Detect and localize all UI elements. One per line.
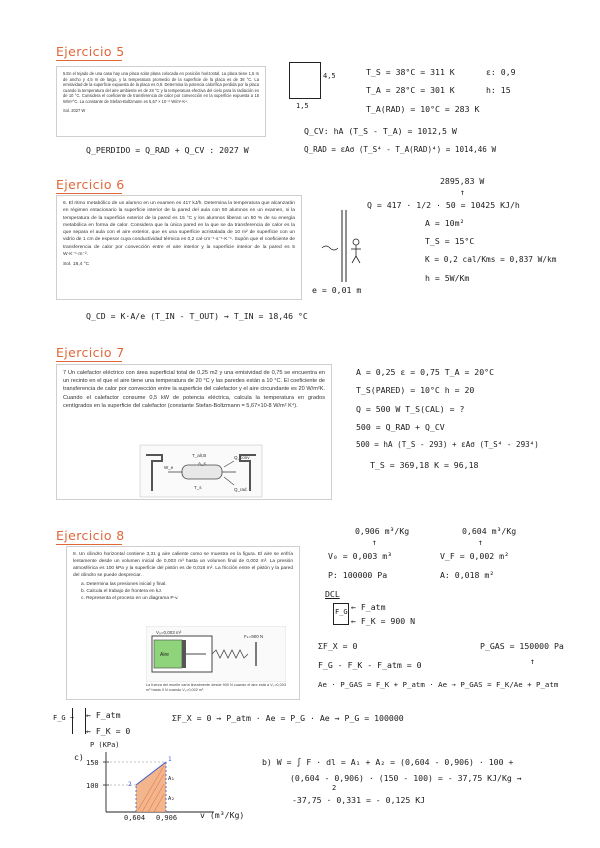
ex8-vf-spec: 0,604 m³/Kg [462, 526, 517, 536]
ex8-dcl2-fk-label: F_K = 0 [95, 726, 131, 736]
ex8-v0-spec: 0,906 m³/Kg [355, 526, 410, 536]
ex8-dcl-fg: F_G [335, 608, 348, 616]
ex8-pgas-arrow: ↑ [530, 656, 535, 666]
ex8-dcl-fk: ← F_K = 900 N [351, 616, 416, 626]
ex8-dcl2-fg: F_G ~ [53, 714, 75, 722]
ex7-line3: Q = 500 W T_S(CAL) = ? [356, 404, 465, 414]
pv-axis-label-p: P (KPa) [90, 741, 120, 749]
ex8-eq1: F_G - F_K - F_atm = 0 [318, 660, 422, 670]
cylinder-figure [146, 626, 286, 682]
pv-point-2: 2 [128, 781, 132, 788]
ex5-qrad: Q_RAD = εAσ (T_S⁴ - T_A(RAD)⁴) = 1014,46 W [304, 145, 497, 154]
ex8-vf: V_F = 0,002 m² [440, 551, 510, 561]
ex5-title: Ejercicio 5 [56, 44, 125, 59]
pv-y-100: 100 [86, 782, 99, 790]
ex8-dcl2-fatm-label: F_atm [95, 710, 121, 720]
ex7-statement: 7 Un calefactor eléctrico con área superficial total de 0,25 m2 y una emisividad de 0,75 se encuentra en un recinto en el que el aire tiene una temperatura de 20 °C y las paredes están a 10 °C. El coeficiente de transferencia de calor por convección entre la superficie del calefactor y el aire circundante es 20 W/m²K. Cuando el calefactor consume 0,5 kW de potencia eléctrica, calcula la temperatura en grados centígrados en la superficie del calefactor (constante Stefan-Boltzmann = 5,67×10-8 W/m² K⁴). [63, 370, 325, 409]
ex8-fig-caption: La fuerza del muelle varía linealmente desde 900 N cuando el aire está a V₀=0,003 m³ hasta 0 N cuando V₁=0,002 m³ [146, 683, 286, 692]
ex8-b-line2: (0,604 - 0,906) · (150 - 100) = - 37,75 KJ/Kg → [290, 773, 522, 783]
ex6-statement: 6. El ritmo metabólico de un alumno en un examen es 417 kJ/h. Determina la temperatura que alcanzarán en régimen estacionario la superficie interior de la pared del aula con 50 alumnos en un examen, si la temperatura de la superficie exterior de la pared es 15 °C y los alumnos liberan un 50 % de su energía metabólica en forma de calor. Considera que la única pared en la que se da transferencia de calor es la que separa el aula con el aire exterior, que es una superficie acristalada de 10 m² de superficie con un vidrio de 1 cm de espesor cuya conductividad térmica es 0,2 cal·cm⁻¹·s⁻¹·K⁻¹. Supón que el coeficiente de transferencia de calor por convección entre el aire interior y la superficie interior de la pared es 5 W·K⁻¹·m⁻². [63, 201, 295, 258]
ex8-p: P: 100000 Pa [328, 570, 388, 580]
ex8-v0: V₀ = 0,003 m³ [328, 551, 393, 561]
ex6-q: Q = 417 · 1/2 · 50 = 10425 KJ/h [367, 200, 520, 210]
ex8-v0-arrow: ↑ [372, 537, 377, 547]
ex7-line2: T_S(PARED) = 10°C h = 20 [356, 385, 475, 395]
ex8-item-c: c. Representa el proceso en un diagrama P-v. [81, 596, 179, 601]
ex5-dim-long: 4,5 [323, 72, 336, 80]
ex5-qcv: Q_CV: hA (T_S - T_A) = 1012,5 W [304, 126, 457, 136]
pv-x-axis-label: v (m³/Kg) [200, 810, 245, 820]
heater-figure [138, 443, 264, 499]
ex6-k: K = 0,2 cal/Kms = 0,837 W/km [425, 255, 557, 264]
ex8-fig-box: Aire [160, 652, 169, 658]
ex7-fig-label-ts: T_s [194, 485, 202, 490]
ex5-statement: 5.En el tejado de una casa hay una placa solar plana colocada en posición horizontal. La placa tiene 1,5 m de ancho y 4,5 m de largo, y la temperatura promedio de la superficie de la placa es de 38 °C. La emisividad de la superficie expuesta de la placa es 0,9. Determina la potencia calorífica perdida por la placa cuando la temperatura del aire ambiente es de 28 °C y la temperatura efectiva del cielo para la radiación es de 10 °C. Considera el coeficiente de transferencia de calor por convección en la superficie expuesta a 15 W/m²°C. La constante de Stefan-Boltzmann es 5,67 × 10⁻⁸ W/m²·K⁴. [63, 71, 259, 104]
ex8-statement: 8. Un cilindro horizontal contiene 3,31 g aire caliente como se muestra en la figura. El aire se enfría lentamente desde un volumen inicial de 0,003 m³ hasta un volumen final de 0,002 m³. La presión atmosférica es 100 kPa y la superficie del pistón es de 0,018 m². La fricción entre el pistón y la pared del cilindro se puede despreciar. [73, 552, 293, 578]
ex8-dcl2-block [72, 708, 86, 734]
ex7-title: Ejercicio 7 [56, 345, 125, 360]
ex8-dcl2-fatm: ← F_atm [86, 710, 121, 720]
ex8-dcl-fk-label: F_K = 900 N [360, 616, 416, 626]
ex5-ts: T_S = 38°C = 311 K [366, 67, 455, 77]
ex6-h: h = 5W/Km [425, 273, 470, 283]
ex5-title-underline [56, 60, 122, 61]
ex8-fig-right: Fₖ=900 N [244, 634, 264, 639]
ex8-sum: ΣF_X = 0 [318, 641, 358, 651]
ex8-dcl2-fk: ← F_K = 0 [86, 726, 131, 736]
pv-y-150: 150 [86, 759, 99, 767]
ex5-qtotal: Q_PERDIDO = Q_RAD + Q_CV : 2027 W [86, 145, 249, 155]
ex6-top: 2895,83 W [440, 176, 485, 186]
ex8-item-a: a. Determina las presiones inicial y final. [81, 582, 167, 587]
ex5-eps: ε: 0,9 [486, 67, 516, 77]
ex5-solution: Sol. 2027 W [63, 107, 86, 113]
ex5-dim-short: 1,5 [296, 102, 309, 110]
pv-x-0604: 0,604 [124, 814, 146, 822]
ex5-h: h: 15 [486, 85, 511, 95]
ex8-pgas: P_GAS = 150000 Pa [480, 641, 564, 651]
ex8-item-b: b. Calcula el trabajo de frontera en kJ. [81, 589, 163, 594]
ex7-line5: 500 = hA (T_S - 293) + εAσ (T_S⁴ - 293⁴) [356, 440, 539, 449]
ex8-eq2: Ae · P_GAS = F_K + P_atm · Ae → P_GAS = F_K/Ae + P_atm [318, 680, 559, 689]
ex8-b-line1: b) W = ∫ F · dl = A₁ + A₂ = (0,604 - 0,906) · 100 + [262, 757, 514, 767]
ex8-dcl-fatm-label: F_atm [360, 602, 386, 612]
ex6-top-arrow: ↑ [460, 187, 465, 197]
ex6-formula: Q_CD = K·A/e (T_IN - T_OUT) → T_IN = 18,46 °C [86, 311, 308, 321]
ex8-area: A: 0,018 m² [440, 570, 495, 580]
ex6-a: A = 10m² [425, 218, 465, 228]
ex6-ts: T_S = 15°C [425, 236, 475, 246]
ex7-fig-label-qconv: Q_conv [234, 455, 250, 460]
ex6-title: Ejercicio 6 [56, 177, 125, 192]
ex6-e: e = 0,01 m [312, 285, 362, 295]
solar-plate-sketch [289, 62, 321, 99]
ex8-title: Ejercicio 8 [56, 528, 125, 543]
ex8-sum2: ΣF_X = 0 → P_atm · Ae = P_G · Ae → P_G = 100000 [172, 713, 404, 723]
pv-area-a1: A₁ [168, 776, 175, 782]
ex8-dcl2-fg-label: F_G [53, 714, 66, 722]
ex5-trad: T_A(RAD) = 10°C = 283 K [366, 104, 480, 114]
ex6-statement-box [56, 195, 302, 300]
ex7-title-underline [56, 361, 122, 362]
ex7-fig-label-qrad: Q_rad [234, 487, 247, 492]
ex5-statement-box [56, 66, 266, 137]
pv-x-0906: 0,906 [156, 814, 178, 822]
ex8-vf-arrow: ↑ [478, 537, 483, 547]
ex6-solution: Sol. 18,4 °C [63, 262, 90, 268]
ex8-b-line2-den: 2 [332, 784, 337, 792]
pv-label-c: c) [74, 752, 84, 762]
ex8-b-line3: -37,75 · 0,331 = - 0,125 KJ [292, 795, 426, 805]
ex7-fig-label-talr: T_alr,B [192, 453, 207, 458]
ex7-line4: 500 = Q_RAD + Q_CV [356, 422, 445, 432]
ex8-dcl-fatm: ← F_atm [351, 602, 386, 612]
ex7-line1: A = 0,25 ε = 0,75 T_A = 20°C [356, 367, 495, 377]
ex7-fig-label-as: A_s [198, 461, 206, 466]
ex8-dcl: DCL [325, 589, 340, 599]
pv-area-a2: A₂ [168, 796, 175, 802]
ex7-line6: T_S = 369,18 K = 96,18 [370, 460, 479, 470]
ex5-ta: T_A = 28°C = 301 K [366, 85, 455, 95]
ex8-fig-top: V₀=0,003 m³ [156, 630, 182, 635]
pv-point-1: 1 [168, 756, 172, 763]
ex8-items [81, 581, 293, 602]
ex7-fig-label-we: W_e [164, 465, 174, 470]
wall-person-sketch [312, 208, 372, 284]
